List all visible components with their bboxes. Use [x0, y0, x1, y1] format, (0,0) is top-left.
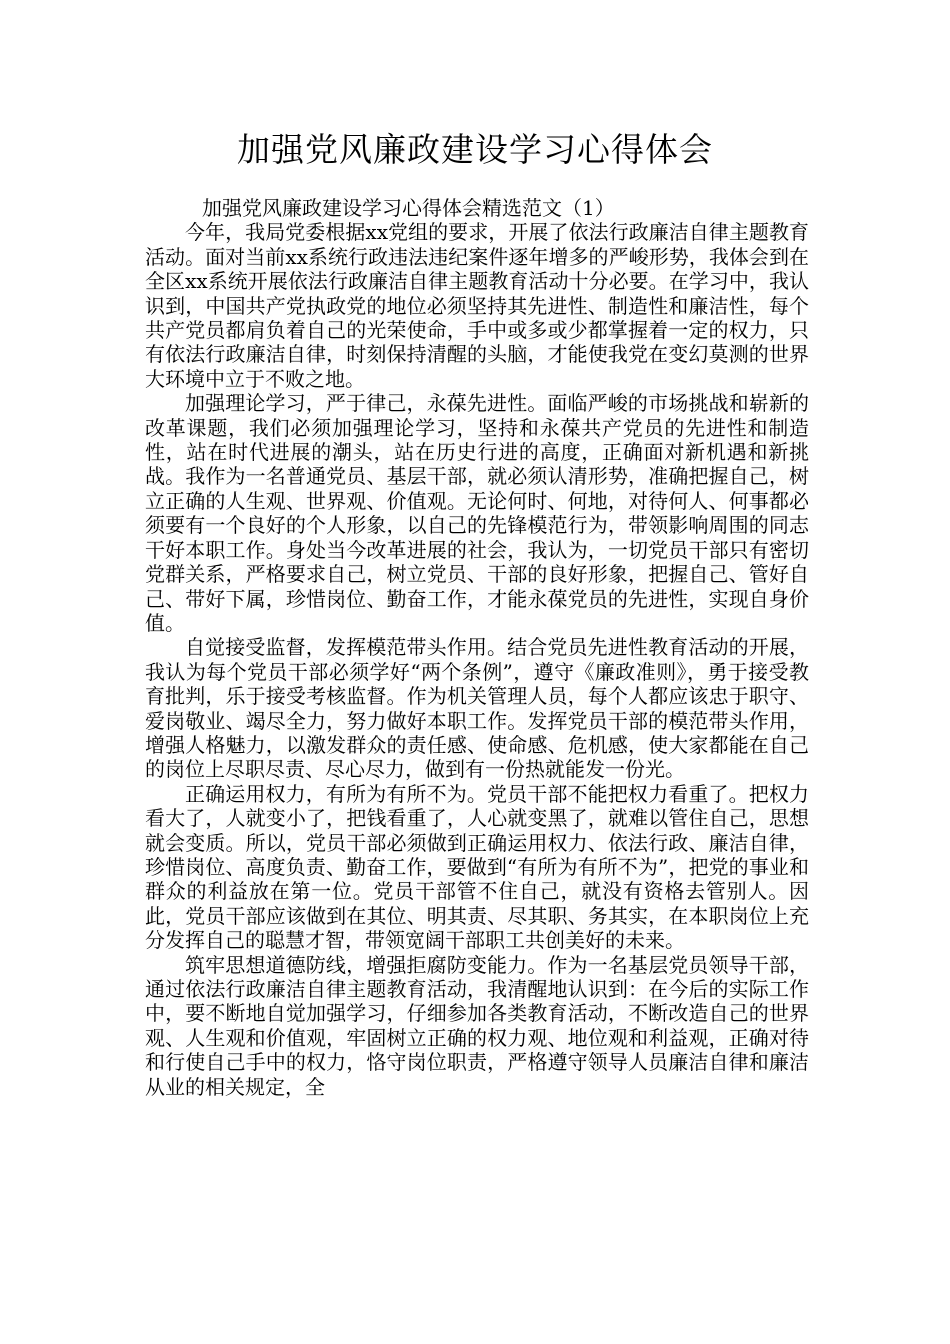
- body-paragraph: 自觉接受监督，发挥模范带头作用。结合党员先进性教育活动的开展，我认为每个党员干部必须学好“两个条例”，遵守《廉政准则》，勇于接受教育批判，乐于接受考核监督。作为机关管理人员，每个人都应该忠于职守、爱岗敬业、竭尽全力，努力做好本职工作。发挥党员干部的模范带头作用，增强人格魅力，以激发群众的责任感、使命感、危机感，使大家都能在自己的岗位上尽职尽责、尽心尽力，做到有一份热就能发一份光。: [145, 635, 809, 782]
- body-paragraph: 正确运用权力，有所为有所不为。党员干部不能把权力看重了。把权力看大了，人就变小了，把钱看重了，人心就变黑了，就难以管住自己，思想就会变质。所以，党员干部必须做到正确运用权力、依法行政、廉洁自律，珍惜岗位、高度负责、勤奋工作，要做到“有所为有所不为”，把党的事业和群众的利益放在第一位。党员干部管不住自己，就没有资格去管别人。因此，党员干部应该做到在其位、明其责、尽其职、务其实，在本职岗位上充分发挥自己的聪慧才智，带领宽阔干部职工共创美好的未来。: [145, 781, 809, 953]
- section-subtitle: 加强党风廉政建设学习心得体会精选范文（1）: [202, 196, 615, 220]
- document-body: [145, 196, 809, 1099]
- document-title: 加强党风廉政建设学习心得体会: [237, 130, 713, 169]
- body-paragraph: 筑牢思想道德防线，增强拒腐防变能力。作为一名基层党员领导干部，通过依法行政廉洁自律主题教育活动，我清醒地认识到：在今后的实际工作中，要不断地自觉加强学习，仔细参加各类教育活动，不断改造自己的世界观、人生观和价值观，牢固树立正确的权力观、地位观和利益观，正确对待和行使自己手中的权力，恪守岗位职责，严格遵守领导人员廉洁自律和廉洁从业的相关规定，全: [145, 952, 809, 1099]
- body-paragraph: 加强理论学习，严于律己，永葆先进性。面临严峻的市场挑战和崭新的改革课题，我们必须加强理论学习，坚持和永葆共产党员的先进性和制造性，站在时代进展的潮头，站在历史行进的高度，正确面对新机遇和新挑战。我作为一名普通党员、基层干部，就必须认清形势，准确把握自己，树立正确的人生观、世界观、价值观。无论何时、何地，对待何人、何事都必须要有一个良好的个人形象，以自己的先锋模范行为，带领影响周围的同志干好本职工作。身处当今改革进展的社会，我认为，一切党员干部只有密切党群关系，严格要求自己，树立党员、干部的良好形象，把握自己、管好自己、带好下属，珍惜岗位、勤奋工作，才能永葆党员的先进性，实现自身价值。: [145, 391, 809, 635]
- body-paragraph: 今年，我局党委根据xx党组的要求，开展了依法行政廉洁自律主题教育活动。面对当前xx系统行政违法违纪案件逐年增多的严峻形势，我体会到在全区xx系统开展依法行政廉洁自律主题教育活动十分必要。在学习中，我认识到，中国共产党执政党的地位必须坚持其先进性、制造性和廉洁性，每个共产党员都肩负着自己的光荣使命，手中或多或少都掌握着一定的权力，只有依法行政廉洁自律，时刻保持清醒的头脑，才能使我党在变幻莫测的世界大环境中立于不败之地。: [145, 220, 809, 391]
